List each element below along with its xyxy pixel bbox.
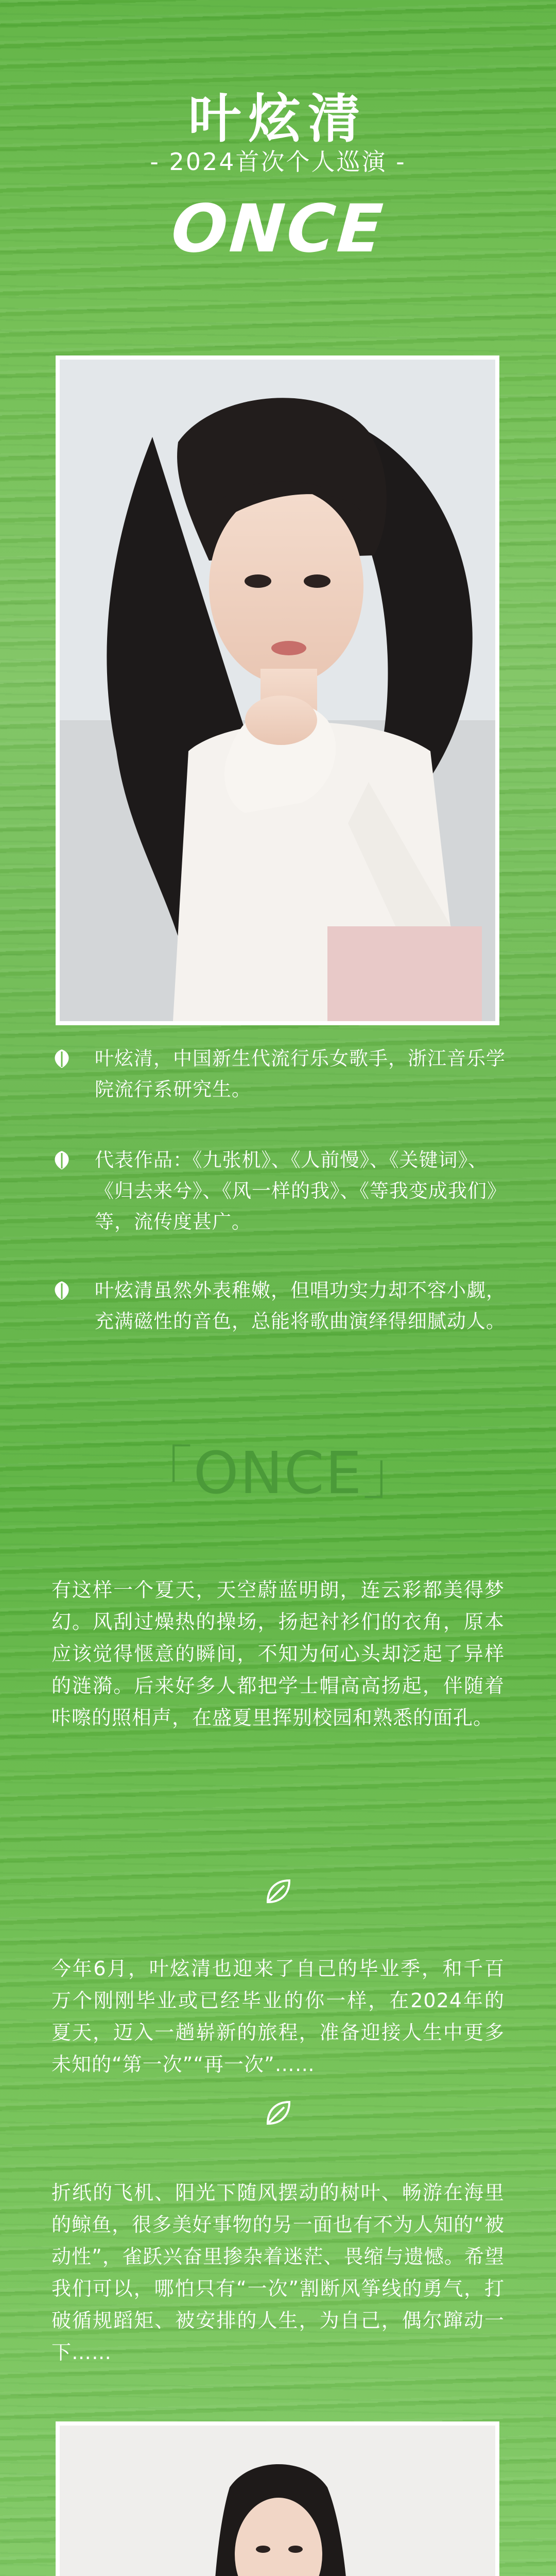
bio-item-works xyxy=(50,1145,509,1238)
artist-fullbody-photo xyxy=(56,2421,499,2576)
fullbody-illustration xyxy=(60,2426,495,2576)
section-title: 「ONCE」 xyxy=(134,1440,422,1507)
portrait-illustration xyxy=(60,360,495,1021)
artist-portrait-photo xyxy=(56,355,499,1025)
story-paragraph: 有这样一个夏天，天空蔚蓝明朗，连云彩都美得梦幻。风刮过燥热的操场，扬起衬衫们的衣角，原本应该觉得惬意的瞬间，不知为何心头却泛起了异样的涟漪。后来好多人都把学士帽高高扬起，伴随着咔嚓的照相声，在盛夏里挥别校园和熟悉的面孔。 xyxy=(51,1579,505,1729)
story-paragraph: 折纸的飞机、阳光下随风摆动的树叶、畅游在海里的鲸鱼，很多美好事物的另一面也有不为人知的“被动性”，雀跃兴奋里掺杂着迷茫、畏缩与遗憾。希望我们可以，哪怕只有“一次”割断风筝线的勇气，打破循规蹈矩、被安排的人生，为自己，偶尔蹿动一下…… xyxy=(51,2181,505,2364)
tour-name: ONCE xyxy=(169,191,387,267)
leaf-divider-icon xyxy=(262,1875,294,1908)
bio-item-intro xyxy=(50,1043,509,1105)
tour-subtitle: - 2024首次个人巡演 - xyxy=(150,148,406,176)
bio-text: 叶炫清，中国新生代流行乐女歌手，浙江音乐学院流行系研究生。 xyxy=(95,1047,506,1100)
leaf-icon xyxy=(50,1149,73,1172)
story-paragraph: 今年6月，叶炫清也迎来了自己的毕业季，和千百万个刚刚毕业或已经毕业的你一样，在2024年的夏天，迈入一趟崭新的旅程，准备迎接人生中更多未知的“第一次”“再一次”…… xyxy=(51,1957,505,2076)
leaf-icon xyxy=(50,1047,73,1070)
bio-text: 叶炫清虽然外表稚嫩，但唱功实力却不容小觑，充满磁性的音色，总能将歌曲演绎得细腻动人。 xyxy=(95,1279,506,1332)
leaf-divider-icon xyxy=(262,2097,294,2130)
leaf-icon xyxy=(50,1279,73,1302)
bio-item-voice xyxy=(50,1275,509,1337)
bio-text: 代表作品：《九张机》、《人前慢》、《关键词》、《归去来兮》、《风一样的我》、《等我变成我们》等，流传度甚广。 xyxy=(95,1149,507,1233)
page-title: 叶炫清 xyxy=(188,89,368,150)
